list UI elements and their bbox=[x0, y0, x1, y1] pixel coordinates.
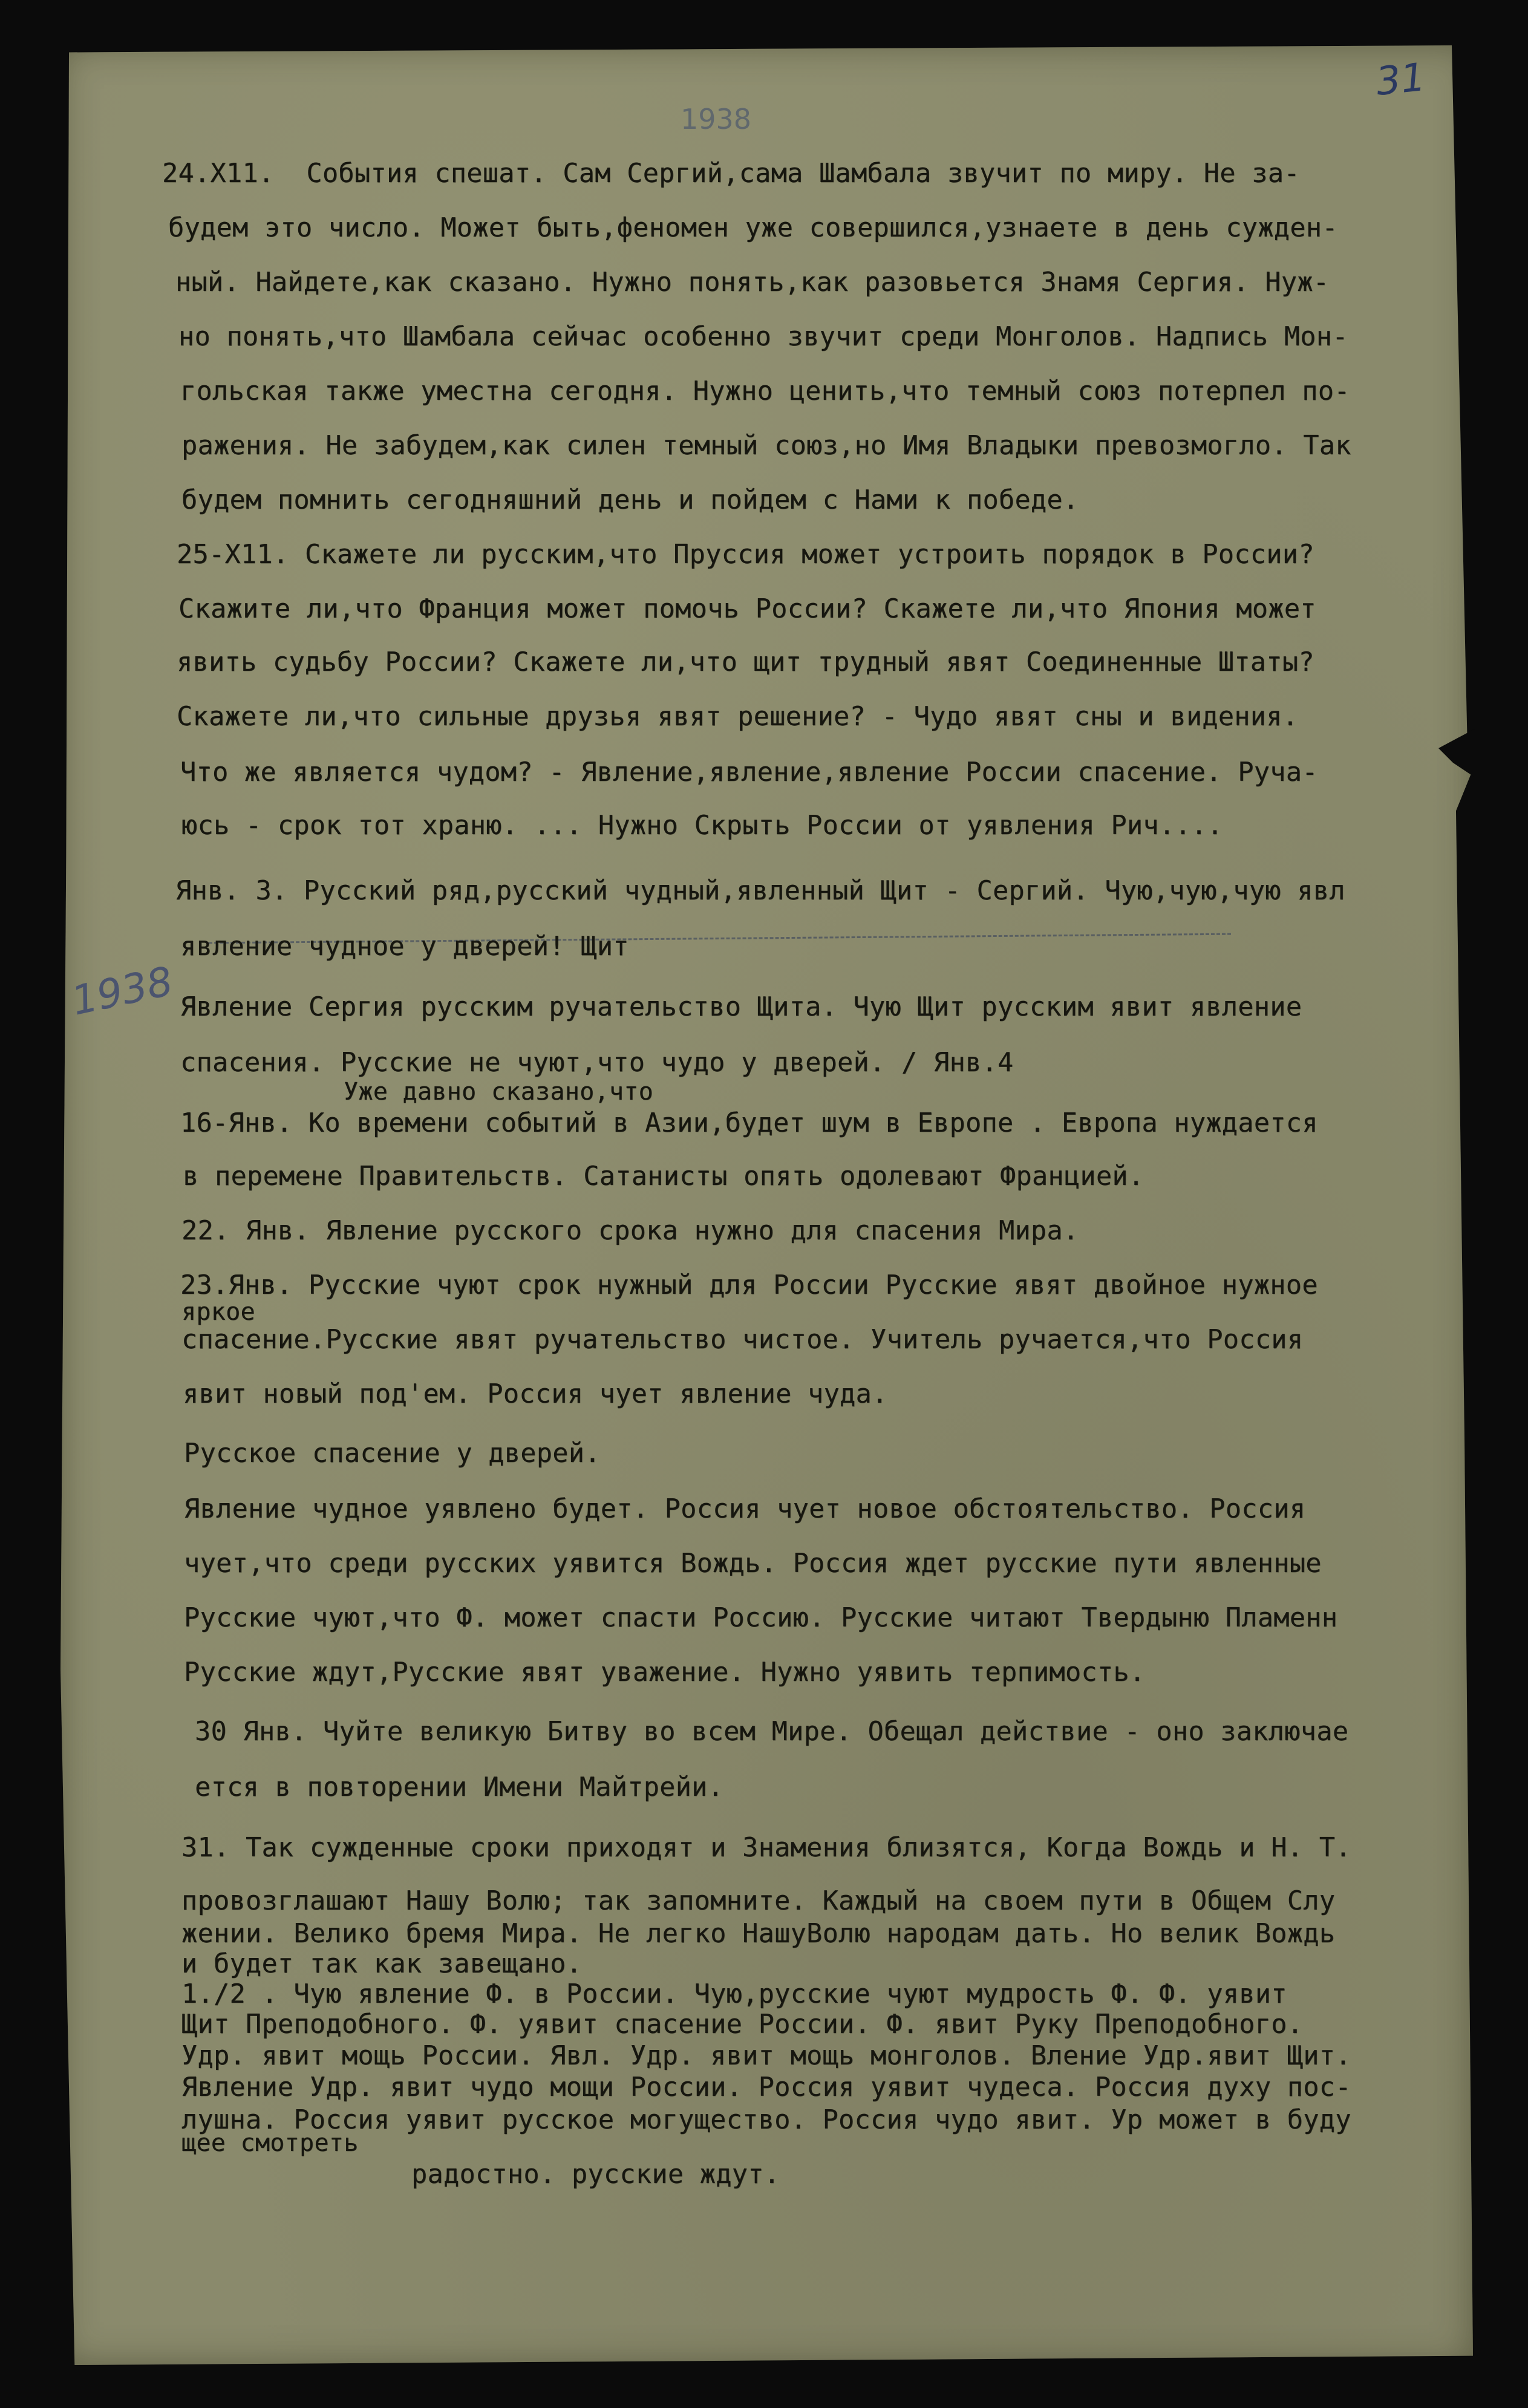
text-line: яркое bbox=[181, 1298, 255, 1326]
text-line: в перемене Правительств. Сатанисты опять одолевают Францией. bbox=[183, 1161, 1144, 1192]
text-line: явить судьбу России? Скажете ли,что щит трудный явят Соединенные Штаты? bbox=[177, 647, 1314, 677]
text-line: Явление чудное уявлено будет. Россия чует новое обстоятельство. Россия bbox=[184, 1494, 1306, 1524]
text-line: лушна. Россия уявит русское могущество. Россия чудо явит. Ур может в буду bbox=[181, 2105, 1351, 2135]
text-line: спасение.Русские явят ручательство чистое. Учитель ручается,что Россия bbox=[181, 1325, 1304, 1355]
archive-stamp: 1938 bbox=[681, 103, 752, 135]
text-line: явление чудное у дверей! Щит bbox=[180, 932, 629, 962]
text-line: щее смотреть bbox=[181, 2129, 359, 2157]
text-line: будем помнить сегодняшний день и пойдем с Нами к победе. bbox=[181, 485, 1079, 515]
text-line: Явление Сергия русским ручательство Щита. Чую Щит русским явит явление bbox=[180, 992, 1302, 1022]
text-line: ражения. Не забудем,как силен темный союз,но Имя Владыки превозмогло. Так bbox=[181, 431, 1351, 461]
text-line: Что же является чудом? - Явление,явление,явление России спасение. Руча- bbox=[180, 757, 1318, 788]
text-line: Скажете ли,что сильные друзья явят решение? - Чудо явят сны и видения. bbox=[177, 702, 1299, 732]
text-line: ный. Найдете,как сказано. Нужно понять,как разовьется Знамя Сергия. Нуж- bbox=[175, 267, 1330, 298]
text-line: 24.X11. События спешат. Сам Сергий,сама Шамбала звучит по миру. Не за- bbox=[162, 158, 1300, 189]
text-line: Удр. явит мощь России. Явл. Удр. явит мощь монголов. Вление Удр.явит Щит. bbox=[181, 2041, 1351, 2071]
text-line: радостно. русские ждут. bbox=[411, 2159, 780, 2190]
text-line: Явление Удр. явит чудо мощи России. Россия уявит чудеса. Россия духу пос- bbox=[181, 2072, 1351, 2103]
text-line: чует,что среди русских уявится Вождь. Россия ждет русские пути явленные bbox=[184, 1548, 1322, 1579]
text-line: 30 Янв. Чуйте великую Битву во всем Мире. Обещал действие - оно заключае bbox=[195, 1717, 1349, 1747]
text-line: жении. Велико бремя Мира. Не легко НашуВолю народам дать. Но велик Вождь bbox=[181, 1919, 1336, 1949]
text-line: 16-Янв. Ко времени событий в Азии,будет шум в Европе . Европа нуждается bbox=[180, 1108, 1318, 1138]
margin-year-note: 1938 bbox=[67, 958, 177, 1025]
text-line: 22. Янв. Явление русского срока нужно для спасения Мира. bbox=[181, 1216, 1079, 1246]
text-line: 23.Янв. Русские чуют срок нужный для России Русские явят двойное нужное bbox=[180, 1270, 1318, 1300]
text-line: будем это число. Может быть,феномен уже совершился,узнаете в день сужден- bbox=[168, 213, 1338, 243]
text-line: Янв. 3. Русский ряд,русский чудный,явленный Щит - Сергий. Чую,чую,чую явл bbox=[175, 876, 1345, 906]
text-line: Щит Преподобного. Ф. уявит спасение России. Ф. явит Руку Преподобного. bbox=[181, 2009, 1304, 2040]
text-line: и будет так как завещано. bbox=[181, 1949, 583, 1979]
text-line: явит новый под'ем. Россия чует явление чуда. bbox=[183, 1379, 888, 1409]
text-line: 31. Так сужденные сроки приходят и Знамения близятся, Когда Вождь и Н. Т. bbox=[181, 1833, 1351, 1863]
text-line: Русское спасение у дверей. bbox=[184, 1438, 601, 1469]
text-line: Скажите ли,что Франция может помочь России? Скажете ли,что Япония может bbox=[178, 594, 1316, 624]
text-line: 25-X11. Скажете ли русским,что Пруссия может устроить порядок в России? bbox=[177, 540, 1314, 570]
text-line: но понять,что Шамбала сейчас особенно звучит среди Монголов. Надпись Мон- bbox=[178, 322, 1348, 352]
text-line: ется в повторении Имени Майтрейи. bbox=[195, 1772, 724, 1803]
text-line: Русские чуют,что Ф. может спасти Россию. Русские читают Твердыню Пламенн bbox=[184, 1603, 1338, 1633]
text-line: спасения. Русские не чуют,что чудо у дверей. / Янв.4 bbox=[180, 1048, 1014, 1078]
text-line: гольская также уместна сегодня. Нужно ценить,что темный союз потерпел по- bbox=[180, 376, 1350, 406]
text-line: 1./2 . Чую явление Ф. в России. Чую,русские чуют мудрость Ф. Ф. уявит bbox=[181, 1979, 1287, 2009]
text-line: Русские ждут,Русские явят уважение. Нужно уявить терпимость. bbox=[184, 1657, 1146, 1688]
text-line: Уже давно сказано,что bbox=[344, 1078, 654, 1106]
text-line: провозглашают Нашу Волю; так запомните. Каждый на своем пути в Общем Слу bbox=[181, 1886, 1336, 1916]
page-number: 31 bbox=[1374, 54, 1428, 105]
text-line: юсь - срок тот храню. ... Нужно Скрыть России от уявления Рич.... bbox=[181, 811, 1223, 841]
